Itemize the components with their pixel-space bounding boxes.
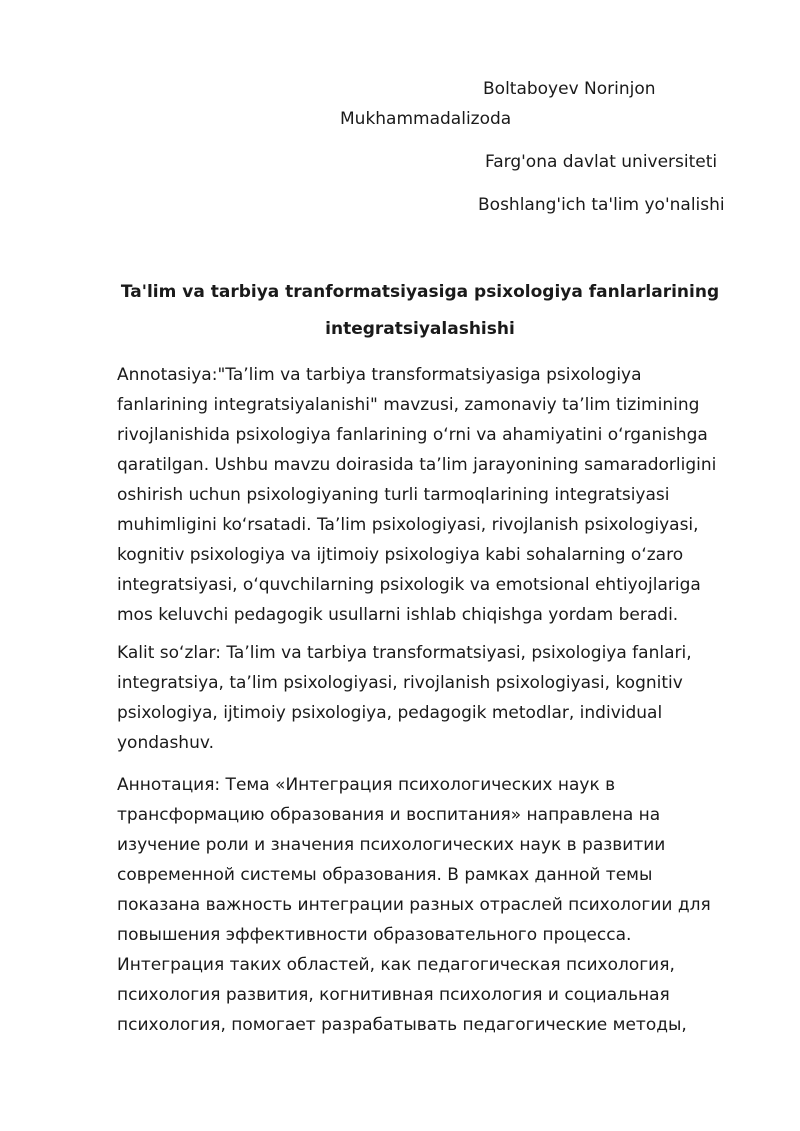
paragraph-line: fanlarining integratsiyalanishi" mavzusi, zamonaviy ta’lim tizimining xyxy=(117,395,700,415)
paragraph-line: rivojlanishida psixologiya fanlarining o‘rni va ahamiyatini o‘rganishga xyxy=(117,425,708,445)
paragraph-line: yondashuv. xyxy=(117,733,214,753)
paragraph-line: kognitiv psixologiya va ijtimoiy psixologiya kabi sohalarning o‘zaro xyxy=(117,545,684,565)
document-title-line2: integratsiyalashishi xyxy=(325,319,515,339)
author-name-line2: Mukhammadalizoda xyxy=(340,109,512,129)
paragraph-line: integratsiya, ta’lim psixologiyasi, rivojlanish psixologiyasi, kognitiv xyxy=(117,673,683,693)
paragraph-line: показана важность интеграции разных отраслей психологии для xyxy=(117,895,711,915)
paragraph-line: психология развития, когнитивная психология и социальная xyxy=(117,985,670,1005)
keywords-uz-paragraph xyxy=(117,638,737,758)
paragraph-line: повышения эффективности образовательного процесса. xyxy=(117,925,632,945)
author-name-line1: Boltaboyev Norinjon xyxy=(483,79,656,99)
paragraph-line: Kalit so‘zlar: Ta’lim va tarbiya transformatsiyasi, psixologiya fanlari, xyxy=(117,643,692,663)
paragraph-line: Annotasiya:"Ta’lim va tarbiya transformatsiyasiga psixologiya xyxy=(117,365,642,385)
paragraph-line: современной системы образования. В рамках данной темы xyxy=(117,865,653,885)
document-title-line1: Ta'lim va tarbiya tranformatsiyasiga psixologiya fanlarlarining xyxy=(120,282,720,302)
paragraph-line: qaratilgan. Ushbu mavzu doirasida ta’lim jarayonining samaradorligini xyxy=(117,455,717,475)
paragraph-line: Аннотация: Тема «Интеграция психологических наук в xyxy=(117,775,616,795)
paragraph-line: integratsiyasi, o‘quvchilarning psixologik va emotsional ehtiyojlariga xyxy=(117,575,701,595)
annotation-uz-paragraph xyxy=(117,360,737,630)
paragraph-line: трансформацию образования и воспитания» направлена на xyxy=(117,805,661,825)
paragraph-line: muhimligini ko‘rsatadi. Ta’lim psixologiyasi, rivojlanish psixologiyasi, xyxy=(117,515,699,535)
paragraph-line: Интеграция таких областей, как педагогическая психология, xyxy=(117,955,675,975)
paragraph-line: oshirish uchun psixologiyaning turli tarmoqlarining integratsiyasi xyxy=(117,485,670,505)
paragraph-line: психология, помогает разрабатывать педагогические методы, xyxy=(117,1015,687,1035)
author-department: Boshlang'ich ta'lim yo'nalishi xyxy=(478,195,725,215)
paragraph-line: mos keluvchi pedagogik usullarni ishlab chiqishga yordam beradi. xyxy=(117,605,679,625)
paragraph-line: изучение роли и значения психологических наук в развитии xyxy=(117,835,666,855)
annotation-ru-paragraph xyxy=(117,770,737,1040)
author-university: Farg'ona davlat universiteti xyxy=(485,152,718,172)
paragraph-line: psixologiya, ijtimoiy psixologiya, pedagogik metodlar, individual xyxy=(117,703,663,723)
